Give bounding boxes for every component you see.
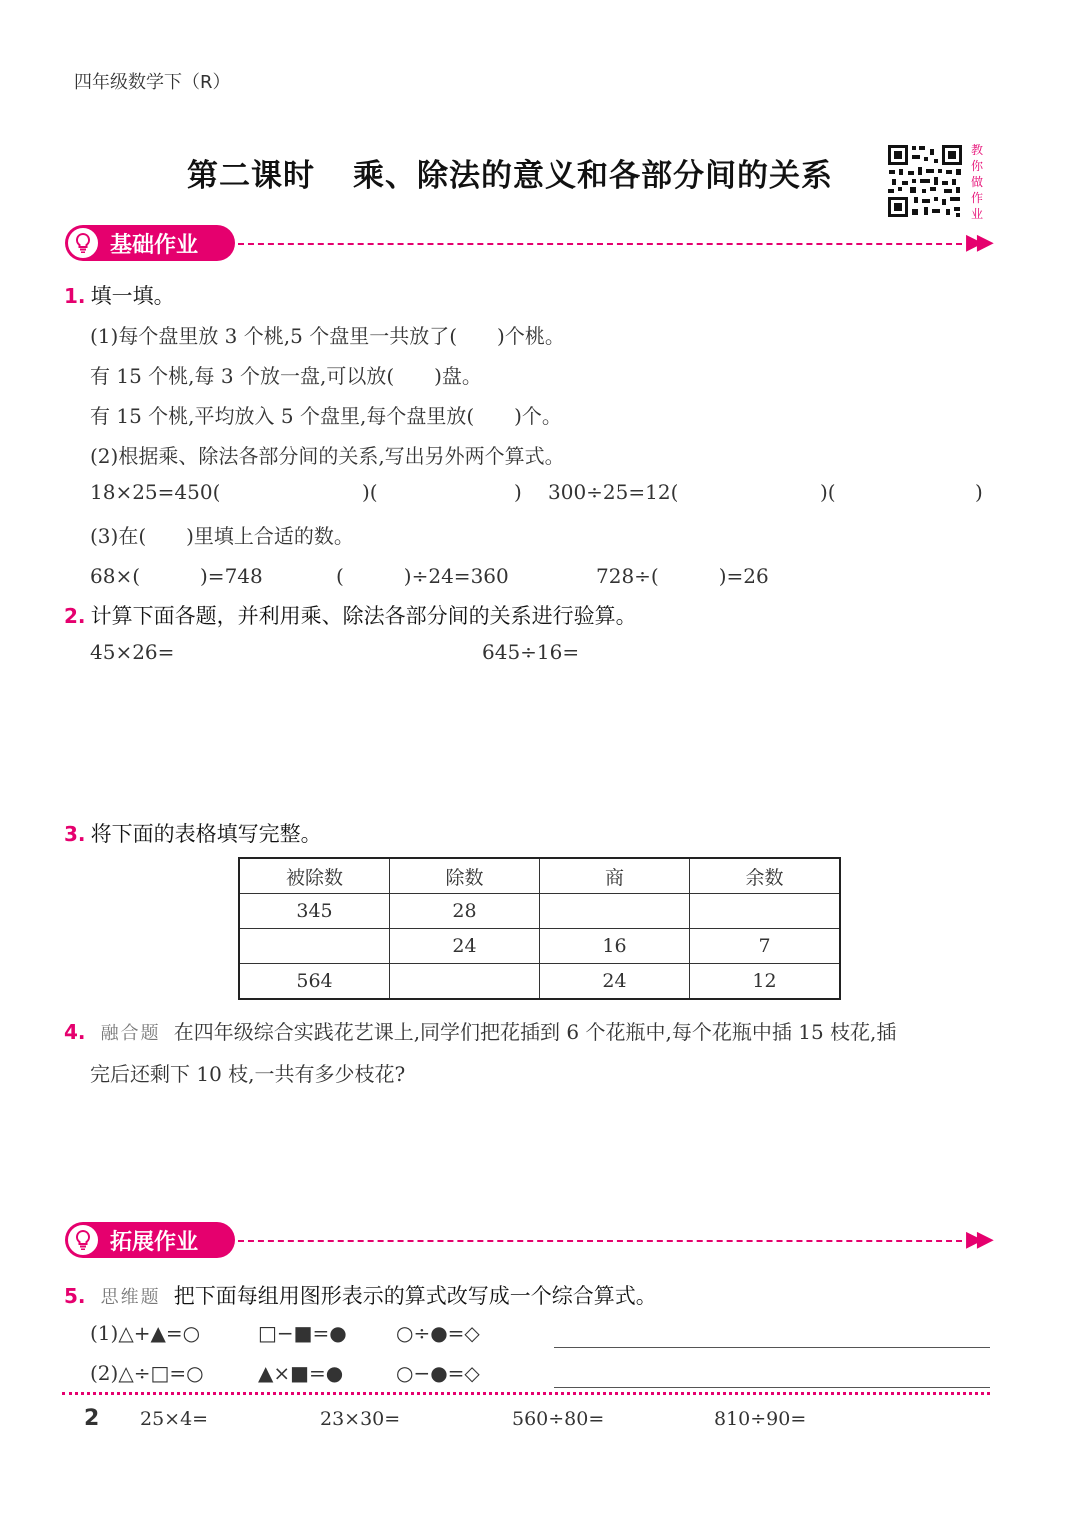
- q1-blank-b: ( )÷24=360: [336, 564, 509, 588]
- question-number: 3.: [64, 822, 86, 846]
- q1-paren: ): [514, 480, 522, 504]
- table-cell[interactable]: [540, 894, 690, 929]
- table-cell: 12: [690, 964, 841, 1000]
- table-row: [239, 894, 840, 929]
- lightbulb-icon: [66, 226, 100, 260]
- footer-exercise: 23×30=: [320, 1408, 401, 1430]
- lesson-title-part1: 第二课时: [187, 158, 315, 194]
- question-tag: 思维题: [100, 1287, 161, 1308]
- q5-row2-a: (2)△÷□=○: [90, 1361, 204, 1385]
- table-cell: 28: [390, 894, 540, 929]
- section-title-extended: 拓展作业: [110, 1229, 199, 1255]
- q4-text-2: 完后还剩下 10 枝,一共有多少枝花?: [90, 1062, 406, 1086]
- table-row: [239, 929, 840, 964]
- q5-row1-b: □−■=●: [258, 1321, 347, 1345]
- division-table: [238, 857, 841, 1000]
- table-cell[interactable]: [239, 929, 390, 964]
- question-title: 把下面每组用图形表示的算式改写成一个综合算式。: [173, 1284, 657, 1308]
- question-number: 5.: [64, 1284, 86, 1308]
- table-cell: 24: [390, 929, 540, 964]
- q4-text-1: 在四年级综合实践花艺课上,同学们把花插到 6 个花瓶中,每个花瓶中插 15 枝花,插: [173, 1020, 897, 1044]
- question-2-header: [64, 600, 637, 630]
- table-header-cell: 余数: [690, 858, 841, 894]
- footer-divider: [62, 1392, 990, 1395]
- lightbulb-icon: [66, 1223, 100, 1257]
- q1-line-4: (2)根据乘、除法各部分间的关系,写出另外两个算式。: [90, 444, 565, 468]
- q5-row2-b: ▲×■=●: [258, 1361, 344, 1385]
- table-cell[interactable]: [390, 964, 540, 1000]
- answer-line[interactable]: [554, 1387, 990, 1388]
- question-tag: 融合题: [100, 1023, 161, 1044]
- table-cell: 24: [540, 964, 690, 1000]
- question-title: 计算下面各题，并利用乘、除法各部分间的关系进行验算。: [90, 604, 637, 628]
- qr-caption: 教 你 做 作 业: [971, 143, 984, 221]
- section-divider: [238, 1240, 962, 1242]
- q1-equation-b: 300÷25=12(: [548, 480, 679, 504]
- question-number: 2.: [64, 604, 86, 628]
- table-cell: 7: [690, 929, 841, 964]
- q1-line-2: 有 15 个桃,每 3 个放一盘,可以放( )盘。: [90, 364, 482, 388]
- question-number: 1.: [64, 284, 86, 308]
- table-header-row: [239, 858, 840, 894]
- footer-exercise: 560÷80=: [512, 1408, 605, 1430]
- q1-line-1: (1)每个盘里放 3 个桃,5 个盘里一共放了( )个桃。: [90, 324, 565, 348]
- question-4-header: [64, 1016, 896, 1045]
- double-arrow-icon: ▶▶: [966, 230, 988, 255]
- q5-row1-a: (1)△+▲=○: [90, 1321, 201, 1345]
- q1-paren: )(: [820, 480, 836, 504]
- q1-line-3: 有 15 个桃,平均放入 5 个盘里,每个盘里放( )个。: [90, 404, 562, 428]
- q5-row2-c: ○−●=◇: [396, 1361, 480, 1385]
- q5-row1-c: ○÷●=◇: [396, 1321, 480, 1345]
- q1-equation-a: 18×25=450(: [90, 480, 221, 504]
- section-divider: [238, 243, 962, 245]
- question-title: 填一填。: [90, 284, 175, 308]
- question-3-header: [64, 818, 322, 848]
- q1-blank-a: 68×( )=748: [90, 564, 263, 588]
- table-cell: 564: [239, 964, 390, 1000]
- lesson-title-part2: 乘、除法的意义和各部分间的关系: [353, 158, 833, 194]
- q2-expression-b: 645÷16=: [482, 640, 580, 664]
- double-arrow-icon: ▶▶: [966, 1227, 988, 1252]
- q1-paren: )(: [362, 480, 378, 504]
- q2-expression-a: 45×26=: [90, 640, 175, 664]
- footer-exercise: 810÷90=: [714, 1408, 807, 1430]
- question-title: 将下面的表格填写完整。: [90, 822, 322, 846]
- lesson-title: [0, 150, 1020, 195]
- page-number: 2: [84, 1406, 100, 1431]
- table-cell[interactable]: [690, 894, 841, 929]
- table-cell: 345: [239, 894, 390, 929]
- q1-paren: ): [975, 480, 983, 504]
- q1-blank-c: 728÷( )=26: [596, 564, 769, 588]
- question-5-header: [64, 1280, 657, 1310]
- table-row: [239, 964, 840, 1000]
- table-header-cell: 商: [540, 858, 690, 894]
- book-header: 四年级数学下（R）: [74, 72, 231, 93]
- table-header-cell: 除数: [390, 858, 540, 894]
- qr-code-icon: [886, 143, 964, 219]
- footer-exercise: 25×4=: [140, 1408, 209, 1430]
- question-number: 4.: [64, 1020, 86, 1044]
- answer-line[interactable]: [554, 1347, 990, 1348]
- section-badge-basic: [65, 225, 235, 261]
- table-cell: 16: [540, 929, 690, 964]
- q1-line-6: (3)在( )里填上合适的数。: [90, 524, 354, 548]
- table-header-cell: 被除数: [239, 858, 390, 894]
- question-1-header: [64, 280, 175, 310]
- section-title-basic: 基础作业: [110, 232, 199, 258]
- section-badge-extended: [65, 1222, 235, 1258]
